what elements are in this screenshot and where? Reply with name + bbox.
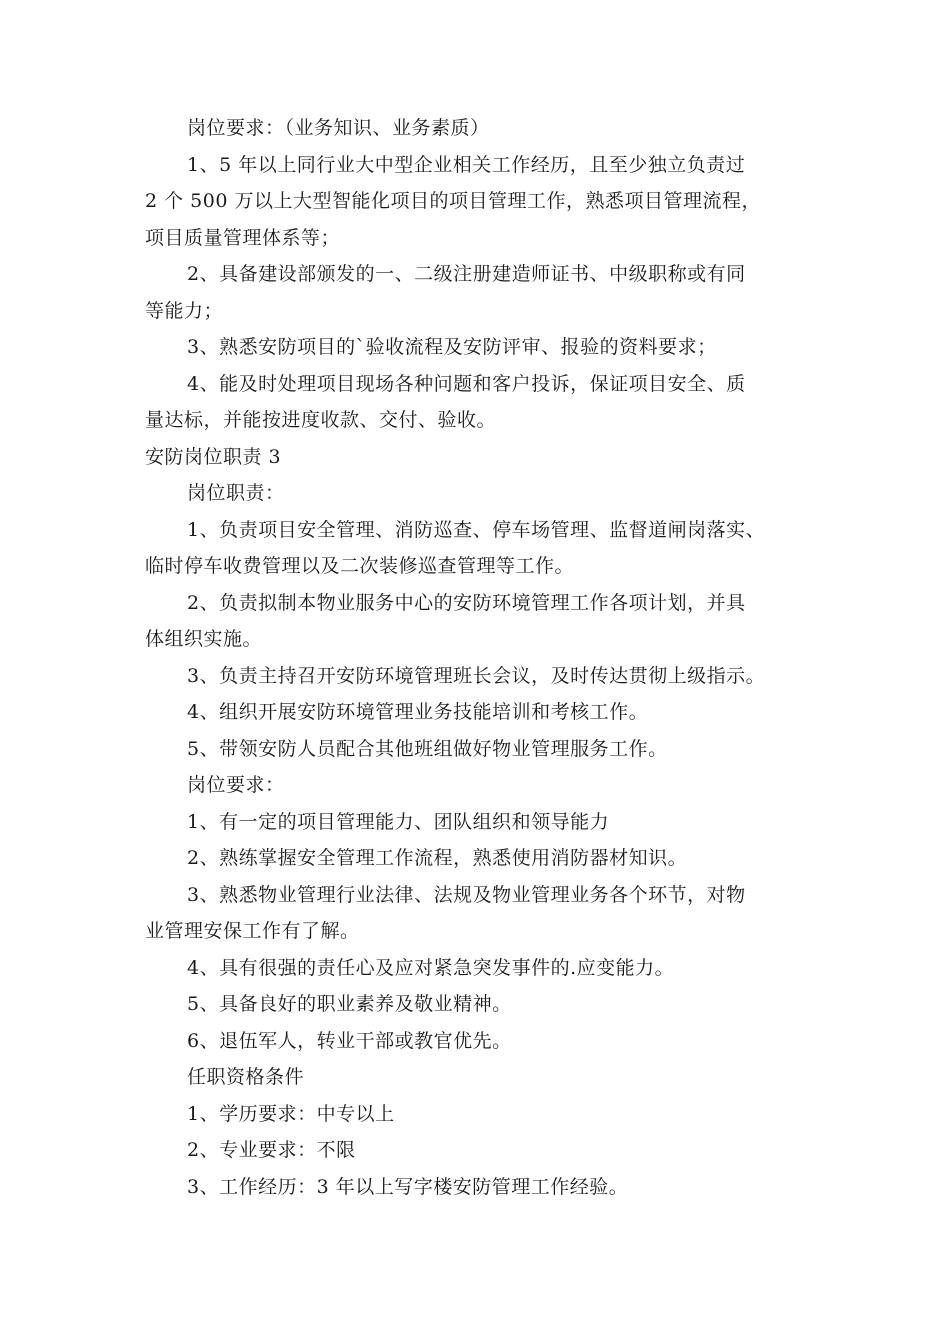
paragraph-line: 量达标，并能按进度收款、交付、验收。 bbox=[145, 409, 497, 431]
paragraph-line: 1、负责项目安全管理、消防巡查、停车场管理、监督道闸岗落实、 bbox=[187, 518, 766, 541]
paragraph-line: 5、带领安防人员配合其他班组做好物业管理服务工作。 bbox=[187, 737, 668, 760]
subsection-heading: 岗位要求： bbox=[187, 774, 285, 796]
paragraph-line: 4、组织开展安防环境管理业务技能培训和考核工作。 bbox=[187, 701, 649, 723]
paragraph-line: 2、具备建设部颁发的一、二级注册建造师证书、中级职称或有同 bbox=[187, 263, 746, 285]
paragraph-line: 2 个 500 万以上大型智能化项目的项目管理工作，熟悉项目管理流程， bbox=[145, 190, 761, 212]
paragraph-line: 1、学历要求：中专以上 bbox=[187, 1102, 395, 1125]
section-heading: 安防岗位职责 3 bbox=[145, 445, 282, 468]
paragraph-line: 2、专业要求：不限 bbox=[187, 1139, 356, 1161]
subsection-heading: 岗位职责： bbox=[187, 482, 285, 504]
paragraph-line: 3、熟悉安防项目的`验收流程及安防评审、报验的资料要求； bbox=[187, 336, 717, 358]
paragraph-line: 业管理安保工作有了解。 bbox=[145, 920, 360, 942]
paragraph-line: 临时停车收费管理以及二次装修巡查管理等工作。 bbox=[145, 555, 575, 577]
paragraph-line: 6、退伍军人，转业干部或教官优先。 bbox=[187, 1029, 512, 1052]
paragraph-line: 2、负责拟制本物业服务中心的安防环境管理工作各项计划，并具 bbox=[187, 591, 746, 614]
paragraph-line: 岗位要求：（业务知识、业务素质） bbox=[187, 117, 490, 139]
paragraph-line: 体组织实施。 bbox=[145, 628, 263, 650]
paragraph-line: 4、具有很强的责任心及应对紧急突发事件的.应变能力。 bbox=[187, 956, 675, 979]
paragraph-line: 4、能及时处理项目现场各种问题和客户投诉，保证项目安全、质 bbox=[187, 372, 746, 395]
paragraph-line: 3、负责主持召开安防环境管理班长会议，及时传达贯彻上级指示。 bbox=[187, 664, 766, 687]
paragraph-line: 3、熟悉物业管理行业法律、法规及物业管理业务各个环节，对物 bbox=[187, 883, 746, 906]
paragraph-line: 2、熟练掌握安全管理工作流程，熟悉使用消防器材知识。 bbox=[187, 847, 688, 869]
paragraph-line: 1、5 年以上同行业大中型企业相关工作经历，且至少独立负责过 bbox=[187, 153, 746, 176]
paragraph-line: 等能力； bbox=[145, 299, 224, 322]
paragraph-line: 5、具备良好的职业素养及敬业精神。 bbox=[187, 993, 512, 1015]
paragraph-line: 3、工作经历：3 年以上写字楼安防管理工作经验。 bbox=[187, 1175, 629, 1198]
document-body bbox=[145, 110, 835, 1205]
paragraph-line: 项目质量管理体系等； bbox=[145, 226, 341, 249]
subsection-heading: 任职资格条件 bbox=[187, 1066, 305, 1088]
paragraph-line: 1、有一定的项目管理能力、团队组织和领导能力 bbox=[187, 810, 610, 833]
